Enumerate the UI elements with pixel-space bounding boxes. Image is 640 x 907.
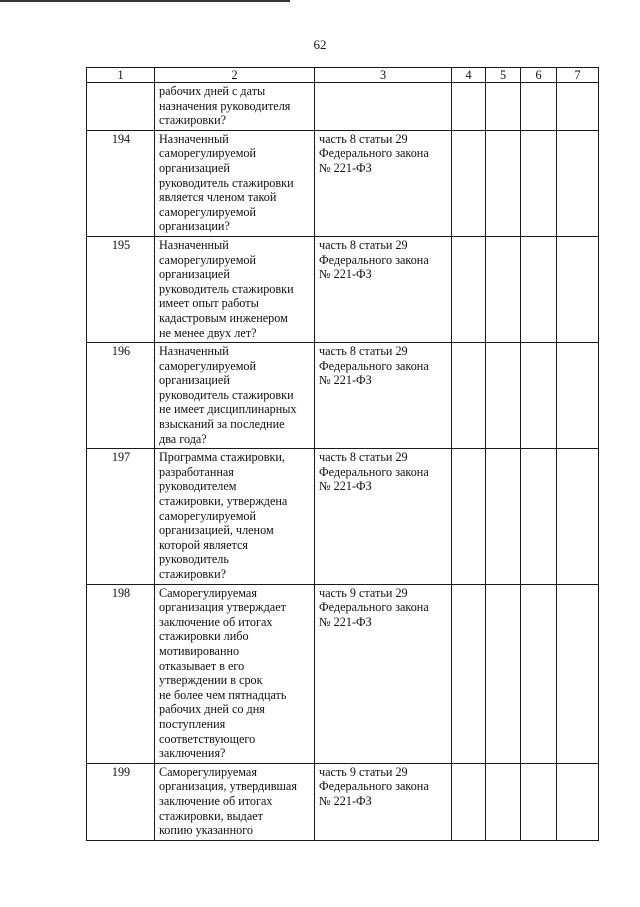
reference-line: № 221-ФЗ [319, 614, 372, 629]
question-cell [155, 343, 315, 449]
checklist-table [86, 67, 599, 841]
question-line: организация утверждает [159, 600, 286, 615]
table-row [87, 449, 599, 584]
empty-cell-col-7 [557, 83, 599, 131]
question-line: саморегулируемой [159, 358, 257, 373]
table-row [87, 343, 599, 449]
question-line: отказывает в его [159, 658, 245, 673]
question-line: Программа стажировки, [159, 450, 285, 465]
question-line: кадастровым инженером [159, 310, 288, 325]
empty-cell-col-4 [452, 763, 486, 840]
question-line: стажировки, выдает [159, 808, 264, 823]
empty-cell-col-7 [557, 130, 599, 236]
question-line: Назначенный [159, 131, 229, 146]
table-row [87, 763, 599, 840]
table-body [87, 83, 599, 841]
question-line: взысканий за последние [159, 417, 285, 432]
question-line: организацией, членом [159, 523, 274, 538]
question-line: не имеет дисциплинарных [159, 402, 297, 417]
question-line: руководитель стажировки [159, 175, 294, 190]
empty-cell-col-6 [521, 343, 557, 449]
question-line: организация, утвердившая [159, 779, 297, 794]
question-line: стажировки? [159, 567, 227, 581]
question-line: Саморегулируемая [159, 764, 257, 779]
question-cell [155, 763, 315, 840]
empty-cell-col-7 [557, 236, 599, 342]
table-row [87, 584, 599, 763]
empty-cell-col-5 [486, 130, 521, 236]
top-edge-rule [0, 0, 290, 2]
reference-cell [315, 83, 452, 131]
reference-line: № 221-ФЗ [319, 793, 372, 808]
question-line: стажировки либо [159, 629, 249, 644]
empty-cell-col-5 [486, 83, 521, 131]
reference-line: Федерального закона [319, 252, 429, 267]
reference-line: № 221-ФЗ [319, 479, 372, 494]
reference-line: Федерального закона [319, 779, 429, 794]
question-line: поступления [159, 716, 226, 731]
table-row [87, 83, 599, 131]
reference-line: часть 9 статьи 29 [319, 585, 408, 600]
empty-cell-col-4 [452, 584, 486, 763]
reference-line: № 221-ФЗ [319, 373, 372, 388]
question-line: рабочих дней с даты [159, 84, 266, 98]
question-line: заключение об итогах [159, 614, 273, 629]
question-line: саморегулируемой [159, 204, 257, 219]
question-cell [155, 83, 315, 131]
question-line: рабочих дней со дня [159, 702, 265, 717]
row-number: 198 [87, 584, 155, 763]
question-line: назначения руководителя [159, 98, 291, 113]
reference-cell [315, 763, 452, 840]
empty-cell-col-5 [486, 343, 521, 449]
reference-line: Федерального закона [319, 600, 429, 615]
empty-cell-col-7 [557, 584, 599, 763]
reference-line: Федерального закона [319, 146, 429, 161]
empty-cell-col-4 [452, 236, 486, 342]
reference-cell [315, 343, 452, 449]
empty-cell-col-6 [521, 449, 557, 584]
reference-line: Федерального закона [319, 358, 429, 373]
question-line: заключение об итогах [159, 793, 273, 808]
reference-cell [315, 236, 452, 342]
question-line: Назначенный [159, 344, 229, 359]
page-number: 62 [313, 37, 327, 52]
reference-line: часть 8 статьи 29 [319, 450, 408, 465]
column-header-5: 5 [486, 68, 521, 83]
empty-cell-col-4 [452, 83, 486, 131]
question-line: копию указанного [159, 823, 253, 838]
table-row [87, 236, 599, 342]
reference-line: № 221-ФЗ [319, 160, 372, 175]
column-header-6: 6 [521, 68, 557, 83]
question-line: стажировки, утверждена [159, 494, 288, 509]
question-line: руководитель [159, 552, 229, 567]
question-line: является членом такой [159, 190, 277, 205]
question-line: руководитель стажировки [159, 387, 294, 402]
row-number: 196 [87, 343, 155, 449]
row-number [87, 83, 155, 131]
reference-cell [315, 584, 452, 763]
column-header-4: 4 [452, 68, 486, 83]
question-line: организацией [159, 160, 230, 175]
question-line: саморегулируемой [159, 146, 257, 161]
reference-line: № 221-ФЗ [319, 267, 372, 282]
question-line: организацией [159, 373, 230, 388]
empty-cell-col-4 [452, 449, 486, 584]
question-line: саморегулируемой [159, 508, 257, 523]
empty-cell-col-6 [521, 584, 557, 763]
question-line: Назначенный [159, 237, 229, 252]
question-line: стажировки? [159, 113, 227, 128]
empty-cell-col-5 [486, 763, 521, 840]
column-header-1: 1 [87, 68, 155, 83]
empty-cell-col-6 [521, 763, 557, 840]
reference-line: Федерального закона [319, 464, 429, 479]
row-number: 195 [87, 236, 155, 342]
column-header-3: 3 [315, 68, 452, 83]
question-line: утверждении в срок [159, 673, 263, 688]
reference-line: часть 9 статьи 29 [319, 764, 408, 779]
empty-cell-col-7 [557, 343, 599, 449]
empty-cell-col-4 [452, 343, 486, 449]
empty-cell-col-7 [557, 763, 599, 840]
empty-cell-col-5 [486, 449, 521, 584]
question-line: организацией [159, 267, 230, 282]
empty-cell-col-7 [557, 449, 599, 584]
empty-cell-col-4 [452, 130, 486, 236]
question-line: организации? [159, 219, 230, 234]
question-cell [155, 584, 315, 763]
table-row [87, 130, 599, 236]
question-cell [155, 130, 315, 236]
header-row [87, 68, 599, 83]
empty-cell-col-5 [486, 584, 521, 763]
question-line: заключения? [159, 746, 226, 761]
reference-line: часть 8 статьи 29 [319, 131, 408, 146]
empty-cell-col-6 [521, 130, 557, 236]
question-line: не более чем пятнадцать [159, 687, 287, 702]
question-line: не менее двух лет? [159, 325, 257, 340]
question-line: которой является [159, 537, 249, 552]
question-line: Саморегулируемая [159, 585, 257, 600]
question-line: имеет опыт работы [159, 296, 259, 311]
empty-cell-col-6 [521, 83, 557, 131]
reference-line: часть 8 статьи 29 [319, 344, 408, 359]
question-cell [155, 449, 315, 584]
row-number: 194 [87, 130, 155, 236]
column-header-2: 2 [155, 68, 315, 83]
empty-cell-col-5 [486, 236, 521, 342]
question-line: два года? [159, 431, 207, 446]
question-cell [155, 236, 315, 342]
question-line: саморегулируемой [159, 252, 257, 267]
empty-cell-col-6 [521, 236, 557, 342]
reference-cell [315, 130, 452, 236]
row-number: 199 [87, 763, 155, 840]
question-line: руководителем [159, 479, 237, 494]
reference-cell [315, 449, 452, 584]
question-line: руководитель стажировки [159, 281, 294, 296]
question-line: мотивированно [159, 643, 240, 658]
reference-line: часть 8 статьи 29 [319, 237, 408, 252]
column-header-7: 7 [557, 68, 599, 83]
question-line: соответствующего [159, 731, 256, 746]
row-number: 197 [87, 449, 155, 584]
question-line: разработанная [159, 464, 234, 479]
